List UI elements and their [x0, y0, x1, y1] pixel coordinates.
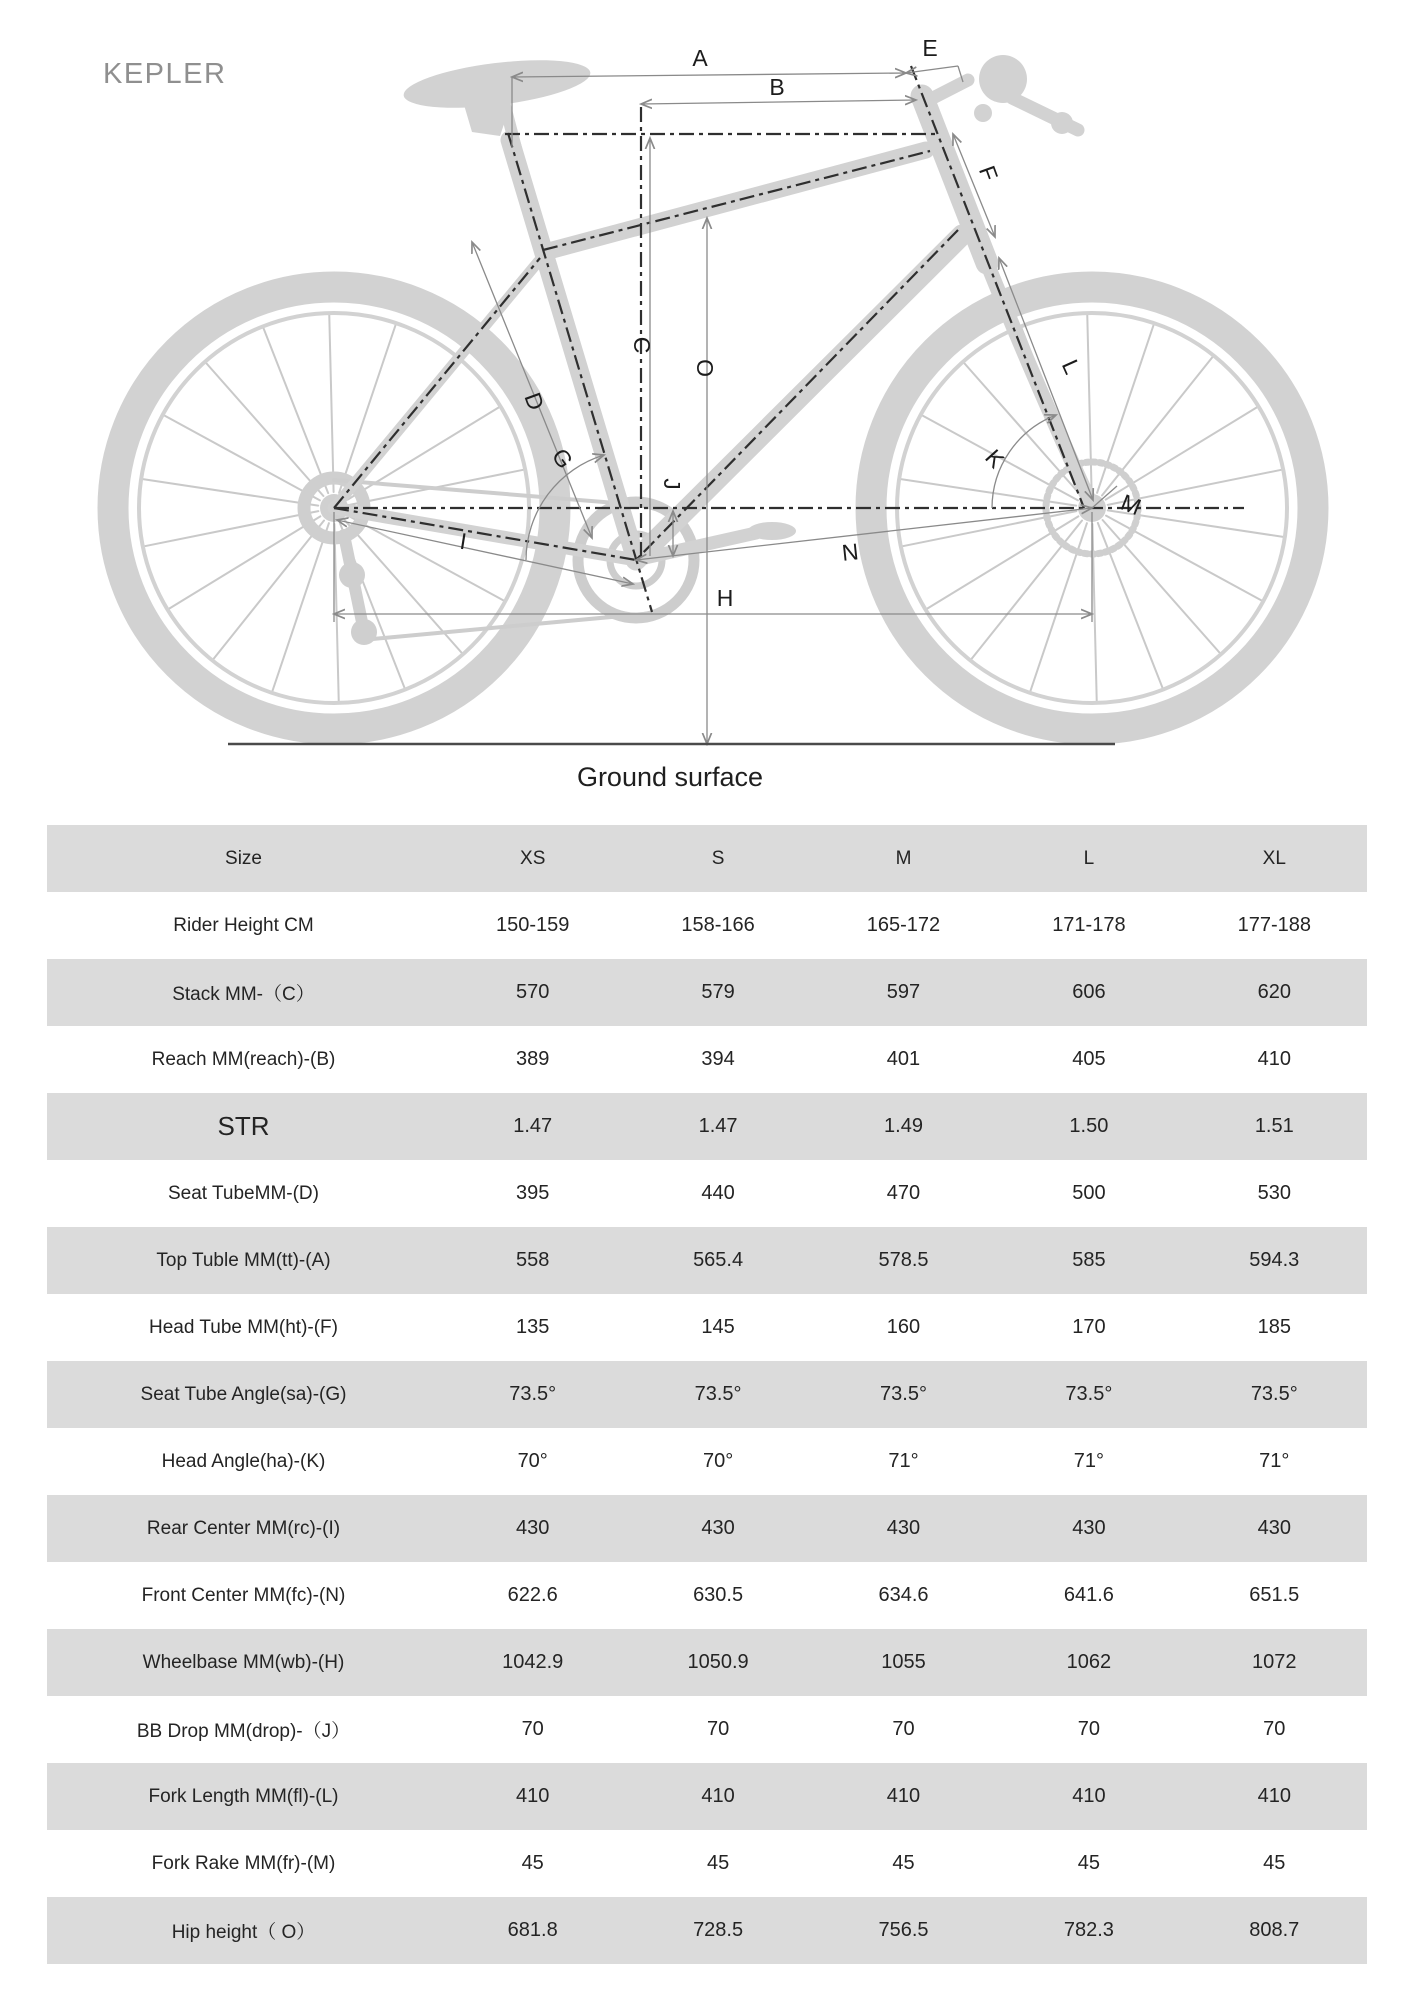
bike-silhouette [113, 52, 1313, 729]
ground-surface-label: Ground surface [576, 762, 764, 790]
table-row [47, 1763, 1367, 1830]
row-value: 630.5 [693, 1584, 744, 1606]
column-header: S [711, 847, 725, 869]
row-value: 70 [706, 1718, 730, 1740]
letter-D: D [519, 389, 550, 414]
row-value: 410 [1072, 1785, 1106, 1807]
row-value: 45 [521, 1852, 544, 1874]
letter-C: C [629, 336, 655, 354]
table-row [47, 892, 1367, 959]
table-row [47, 1294, 1367, 1361]
row-label: Hip height（ O） [171, 1922, 316, 1943]
row-value: 71° [1073, 1450, 1105, 1472]
table-row [47, 1629, 1367, 1696]
row-value: 728.5 [693, 1919, 744, 1941]
geometry-diagram [0, 0, 1414, 790]
row-value: 405 [1072, 1048, 1106, 1070]
letter-H: H [716, 585, 734, 611]
brand-logo: KEPLER [103, 58, 227, 90]
row-value: 145 [701, 1316, 735, 1338]
dim-E-stem [906, 66, 958, 73]
row-value: 71° [1259, 1450, 1290, 1472]
row-value: 430 [1257, 1517, 1291, 1539]
table-row [47, 1160, 1367, 1227]
row-label: Top Tuble MM(tt)-(A) [156, 1249, 331, 1271]
row-value: 585 [1072, 1249, 1106, 1271]
row-value: 1.51 [1254, 1115, 1294, 1137]
table-row [47, 1897, 1367, 1964]
row-value: 394 [701, 1048, 735, 1070]
row-value: 641.6 [1063, 1584, 1114, 1606]
row-value: 1062 [1066, 1651, 1112, 1673]
row-value: 470 [886, 1182, 921, 1204]
row-value: 634.6 [878, 1584, 929, 1606]
row-value: 651.5 [1249, 1584, 1300, 1606]
row-value: 1072 [1252, 1651, 1297, 1673]
row-label: Head Tube MM(ht)-(F) [149, 1316, 338, 1338]
row-label: Wheelbase MM(wb)-(H) [142, 1651, 345, 1673]
row-value: 70 [1077, 1718, 1101, 1740]
dim-B-reach [641, 100, 916, 104]
row-value: 45 [1077, 1852, 1101, 1874]
column-header: XS [520, 847, 546, 869]
table-header-row [47, 825, 1367, 892]
row-value: 410 [701, 1785, 735, 1807]
spoke [143, 511, 318, 546]
row-value: 410 [1257, 1785, 1291, 1807]
chain-top [334, 480, 640, 505]
row-label: Rider Height CM [173, 914, 314, 936]
column-header: L [1083, 847, 1095, 869]
table-row [47, 1562, 1367, 1629]
letter-O: O [692, 359, 718, 377]
row-value: 1.47 [698, 1115, 738, 1137]
row-value: 395 [516, 1182, 550, 1204]
row-value: 70 [1263, 1718, 1286, 1740]
row-label: Fork Length MM(fl)-(L) [148, 1785, 339, 1807]
row-value: 389 [516, 1048, 550, 1070]
row-value: 430 [701, 1517, 735, 1539]
row-value: 73.5° [880, 1383, 927, 1405]
spoke [329, 313, 333, 492]
row-value: 410 [516, 1785, 550, 1807]
letter-I: I [458, 527, 469, 555]
table-row [47, 1696, 1367, 1763]
row-value: 565.4 [693, 1249, 744, 1271]
row-value: 500 [1072, 1182, 1106, 1204]
letter-E: E [922, 35, 938, 61]
row-value: 681.8 [507, 1919, 558, 1941]
row-label: Stack MM-（C） [172, 984, 315, 1005]
row-value: 570 [516, 981, 550, 1003]
pedal [748, 522, 796, 540]
row-value: 782.3 [1063, 1919, 1114, 1941]
spoke [168, 516, 321, 609]
row-value: 165-172 [866, 914, 941, 936]
row-value: 410 [1257, 1048, 1291, 1070]
row-value: 70 [892, 1718, 915, 1740]
row-value: 578.5 [878, 1249, 929, 1271]
row-label: BB Drop MM(drop)-（J） [136, 1721, 351, 1742]
letter-N: N [840, 538, 860, 566]
table-row [47, 1830, 1367, 1897]
row-value: 594.3 [1249, 1249, 1300, 1271]
table-row [47, 1428, 1367, 1495]
row-label: Reach MM(reach)-(B) [151, 1048, 336, 1070]
table-row [47, 1495, 1367, 1562]
table-row [47, 1026, 1367, 1093]
row-value: 410 [886, 1785, 921, 1807]
row-value: 430 [516, 1517, 550, 1539]
row-label: Seat Tube Angle(sa)-(G) [140, 1383, 347, 1405]
column-header: XL [1262, 847, 1286, 869]
row-label: Fork Rake MM(fr)-(M) [151, 1852, 336, 1874]
row-label: STR [217, 1111, 270, 1141]
row-value: 597 [886, 981, 921, 1003]
letter-F: F [973, 162, 1004, 185]
row-value: 45 [1263, 1852, 1286, 1874]
table-row [47, 1093, 1367, 1160]
row-value: 440 [701, 1182, 735, 1204]
row-value: 1050.9 [687, 1651, 749, 1673]
row-value: 45 [706, 1852, 730, 1874]
row-value: 45 [892, 1852, 915, 1874]
row-value: 73.5° [509, 1383, 557, 1405]
row-value: 579 [701, 981, 735, 1003]
row-value: 70° [702, 1450, 734, 1472]
row-value: 1055 [881, 1651, 926, 1673]
letter-L: L [1056, 355, 1086, 378]
row-value: 756.5 [878, 1919, 929, 1941]
row-value: 135 [516, 1316, 550, 1338]
letter-K: K [980, 444, 1010, 474]
row-value: 73.5° [1250, 1383, 1298, 1405]
row-value: 1.50 [1069, 1115, 1109, 1137]
row-value: 808.7 [1249, 1919, 1300, 1941]
row-value: 430 [1072, 1517, 1106, 1539]
row-value: 73.5° [694, 1383, 742, 1405]
table-row [47, 959, 1367, 1026]
row-label: Front Center MM(fc)-(N) [141, 1584, 346, 1606]
row-value: 177-188 [1237, 914, 1311, 936]
row-value: 71° [888, 1450, 919, 1472]
row-value: 73.5° [1065, 1383, 1113, 1405]
row-value: 170 [1072, 1316, 1106, 1338]
row-value: 150-159 [495, 914, 570, 936]
row-label: Rear Center MM(rc)-(I) [146, 1517, 341, 1539]
row-value: 1.47 [513, 1115, 553, 1137]
geometry-table [47, 825, 1367, 1964]
row-value: 530 [1257, 1182, 1291, 1204]
column-header: M [895, 847, 912, 869]
top-tube [545, 150, 926, 252]
row-value: 185 [1257, 1316, 1291, 1338]
letter-A: A [692, 45, 708, 71]
spoke [163, 415, 320, 501]
letter-J: J [659, 478, 685, 490]
row-value: 70 [521, 1718, 544, 1740]
letter-B: B [769, 74, 785, 100]
bike-diagram-svg [0, 0, 1414, 790]
row-value: 558 [516, 1249, 550, 1271]
row-value: 158-166 [681, 914, 755, 936]
row-value: 430 [886, 1517, 921, 1539]
row-label: Head Angle(ha)-(K) [161, 1450, 326, 1472]
letter-M: M [1117, 488, 1145, 521]
row-value: 171-178 [1052, 914, 1126, 936]
row-value: 620 [1257, 981, 1291, 1003]
spoke [141, 479, 318, 506]
spoke [263, 326, 328, 493]
letter-G: G [546, 443, 579, 474]
row-value: 606 [1072, 981, 1106, 1003]
table-row [47, 1361, 1367, 1428]
saddle [401, 52, 593, 136]
row-label: Seat TubeMM-(D) [168, 1182, 319, 1204]
row-value: 1.49 [884, 1115, 923, 1137]
row-value: 160 [886, 1316, 921, 1338]
row-value: 401 [886, 1048, 921, 1070]
spoke [205, 362, 323, 496]
row-value: 622.6 [507, 1584, 558, 1606]
table-row [47, 1227, 1367, 1294]
row-value: 1042.9 [502, 1651, 564, 1673]
column-header-size: Size [225, 847, 262, 869]
row-value: 70° [517, 1450, 548, 1472]
